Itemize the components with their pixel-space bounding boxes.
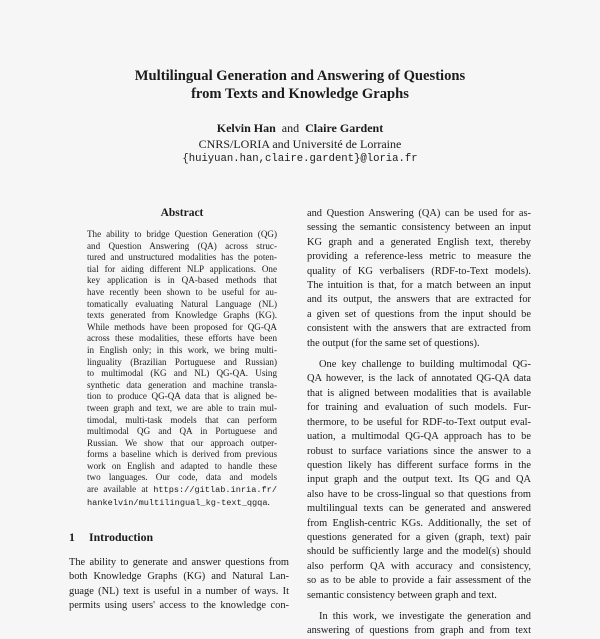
abstract-line: The ability to bridge Question Generation (QG) (87, 229, 277, 239)
abstract-line: tured and unstructured modalities has the poten- (87, 252, 277, 263)
abstract-line: texts generated from Knowledge Graphs (KG). (87, 310, 277, 321)
introduction-body (69, 556, 289, 614)
body-line: The intuition is that, for a match between an input (307, 280, 531, 292)
abstract-body (87, 229, 277, 509)
author-1: Kelvin Han (216, 121, 276, 135)
intro-line: The ability to generate and answer questions from (69, 557, 289, 568)
body-line: One key challenge to building multimodal QG- (319, 359, 531, 371)
abstract-line: linguality (Brazilian Portuguese and Russian) (87, 356, 277, 367)
body-line: also have to be cross-lingual so that questions from (307, 488, 531, 500)
body-line: thermore, to be useful for RDF-to-Text output eval- (307, 416, 531, 428)
body-line: QA however, is the lack of annotated QG-QA data (307, 373, 531, 385)
section-title: Introduction (89, 530, 154, 544)
paper-title-line-2: from Texts and Knowledge Graphs (191, 86, 409, 102)
body-line: and Question Answering (QA) can be used for as- (307, 208, 531, 219)
body-line: a given set of questions from the input should be (307, 308, 531, 320)
abstract-line: across these modalities, these efforts have been (87, 333, 277, 344)
code-link-part-2[interactable]: hankelvin/multilingual_kg-text_qgqa (87, 497, 268, 508)
body-line: robust to surface variations since the answer to a (307, 445, 531, 457)
intro-line: both Knowledge Graphs (KG) and Natural Lan- (69, 571, 289, 583)
author-conjunction: and (281, 121, 300, 135)
body-line: for training and evaluation of such models. Fur- (307, 402, 531, 414)
right-column (307, 207, 531, 639)
body-line: consistent with the answers that are extracted from (307, 323, 531, 335)
abstract-line: tomatically evaluating Natural Language (NL) (87, 298, 277, 309)
body-line: input graph and the output text. Its QG and QA (307, 474, 531, 486)
section-number: 1 (69, 530, 75, 544)
paragraph-gap (307, 603, 531, 610)
abstract-line: multimodal QG and QA in Portuguese and (87, 426, 277, 437)
body-line: semantic consistency between graph and text. (307, 589, 497, 601)
paper-title-line-1: Multilingual Generation and Answering of Questions (134, 68, 466, 84)
abstract-line: synthetic data generation and machine transla- (87, 379, 277, 390)
abstract-line: to multimodal (KG and NL) QG-QA. Using (87, 368, 277, 379)
abstract-line: tial for aiding different NLP applications. One (87, 263, 277, 274)
abstract-line: and Question Answering (QA) across struc- (87, 240, 277, 251)
abstract-end-period: . (267, 496, 270, 507)
body-line: multilingual texts can be generated and answered (307, 503, 531, 515)
body-line: questions generated for a given (graph, text) pair (307, 531, 531, 543)
body-line: sessing the semantic consistency between an input (307, 222, 531, 234)
abstract-heading: Abstract (160, 207, 204, 219)
code-link-part-1[interactable]: https://gitlab.inria.fr/ (153, 485, 277, 496)
abstract-line: key application is in QA-based methods that (87, 275, 277, 286)
body-line: providing a reference-less metric to measure the (307, 251, 531, 263)
abstract-line: tween graph and text, we are able to train mul- (87, 402, 277, 413)
intro-line: permits using users' access to the knowledge con- (69, 600, 289, 612)
body-line: and its output, the answers that are extracted for (307, 294, 531, 306)
abstract-line: tion to produce QG-QA data that is aligned be- (87, 391, 277, 402)
abstract-line: While methods have been proposed for QG-QA (87, 321, 277, 332)
intro-line: guage (NL) text is useful in a number of ways. It (69, 585, 289, 597)
body-line: quality of KG verbalisers (RDF-to-Text models). (307, 265, 531, 277)
abstract-line: forms a baseline which is derived from previous (87, 449, 277, 460)
body-line: uation, a multimodal QG-QA approach has to be (307, 431, 531, 443)
body-line: should be sufficiently large and the model(s) should (307, 546, 531, 558)
body-line: question likely has different surface forms in the (307, 459, 531, 471)
body-line: so as to be able to provide a fair assessment of the (307, 575, 531, 587)
body-line: KG graph and a generated English text, thereby (307, 236, 531, 248)
affiliation: CNRS/LORIA and Université de Lorraine (198, 137, 402, 151)
author-email: {huiyuan.han,claire.gardent}@loria.fr (182, 153, 418, 165)
author-line (60, 121, 540, 136)
body-line: from English-centric KGs. Additionally, the set of (307, 517, 531, 529)
body-line: also perform QA with accuracy and consistency, (307, 560, 531, 572)
abstract-line: in English only; in this work, we bring multi- (87, 344, 277, 355)
abstract-line: are available at (87, 484, 148, 495)
abstract-line: timodal, multi-task models that can perform (87, 414, 277, 425)
abstract-line: work on English and adapted to handle these (87, 460, 277, 471)
body-line: the output (for the same set of questions). (307, 337, 480, 349)
section-heading-introduction (69, 530, 289, 544)
abstract-line-with-link (87, 484, 277, 497)
body-line: that is aligned between modalities that is available (307, 387, 531, 399)
abstract-line: two languages. Our code, data and models (87, 472, 277, 483)
paragraph-gap (307, 351, 531, 358)
body-line: answering of questions from graph and from text (307, 625, 531, 637)
abstract-line: Russian. We show that our approach outper- (87, 437, 277, 448)
abstract-line: have recently been shown to be useful for au- (87, 286, 277, 297)
author-2: Claire Gardent (305, 121, 384, 135)
body-line: In this work, we investigate the generation and (319, 610, 531, 622)
abstract-link-line (87, 497, 277, 510)
